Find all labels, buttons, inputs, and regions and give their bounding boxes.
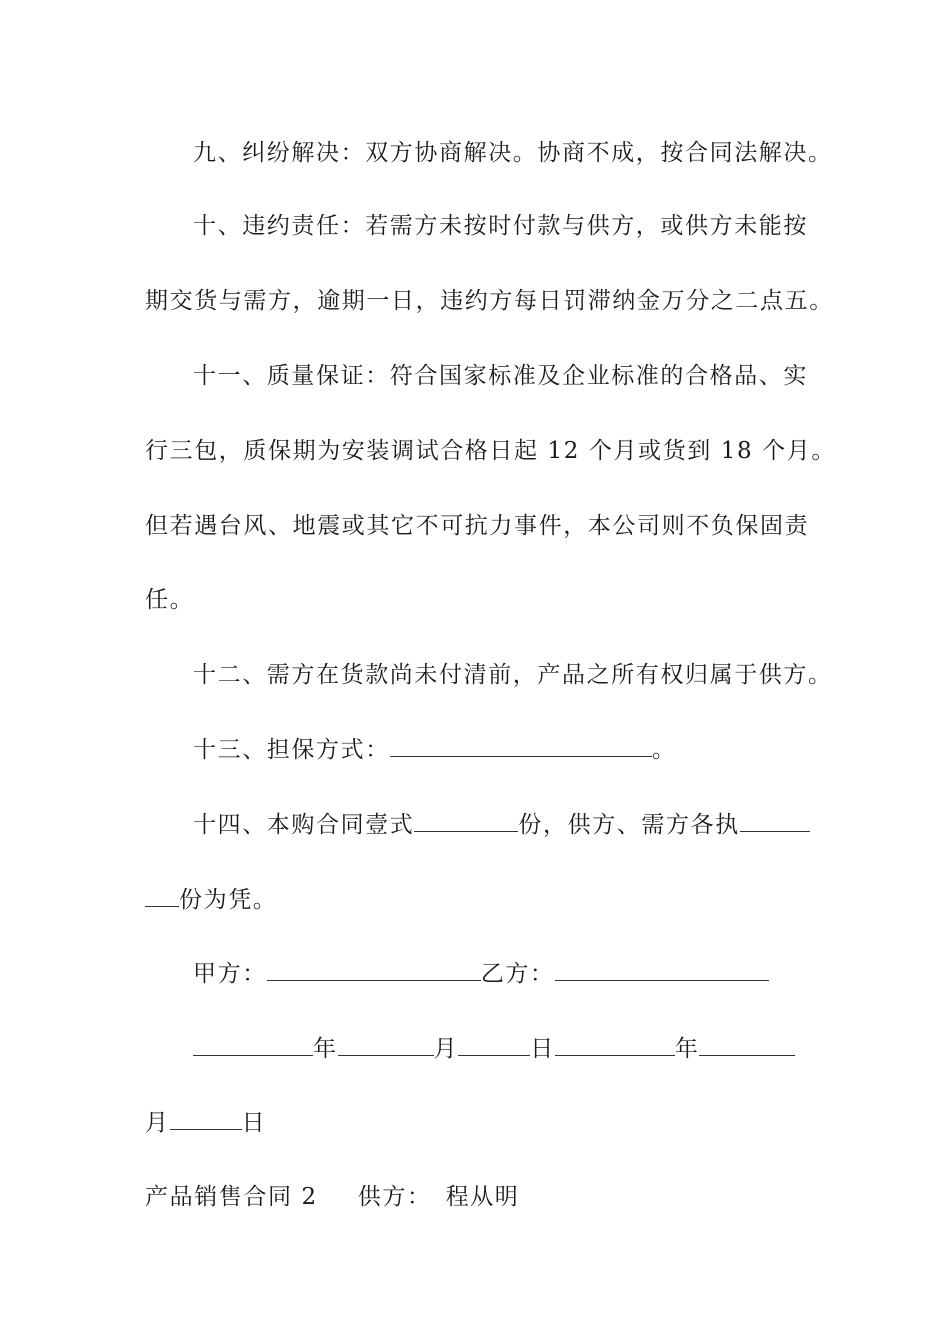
- party-a-blank: [267, 960, 481, 981]
- signature-parties: [193, 959, 769, 989]
- guarantee-blank: [390, 736, 652, 757]
- clause-12: 十二、需方在货款尚未付清前，产品之所有权归属于供方。: [193, 662, 833, 688]
- date-b-day-blank: [170, 1109, 242, 1130]
- date-a-month: 月: [433, 1036, 459, 1062]
- clause-13: [193, 735, 676, 765]
- clause-11-line-3: 但若遇台风、地震或其它不可抗力事件，本公司则不负保固责: [145, 513, 810, 539]
- date-b-year: 年: [674, 1036, 700, 1062]
- date-b-month-blank: [699, 1035, 795, 1056]
- clause-11-line-2: 行三包，质保期为安装调试合格日起 12 个月或货到 18 个月。: [145, 438, 836, 464]
- party-b-blank: [555, 960, 769, 981]
- date-b-year-blank: [555, 1035, 675, 1056]
- party-a-label: 甲方：: [193, 961, 267, 987]
- clause-11-line-1: 十一、质量保证：符合国家标准及企业标准的合格品、实: [193, 363, 808, 389]
- date-a-month-blank: [338, 1035, 434, 1056]
- guarantee-end: 。: [651, 737, 677, 763]
- guarantee-label: 十三、担保方式：: [193, 737, 390, 763]
- copies-text-3: 份为凭。: [179, 887, 278, 913]
- signature-dates-line-1: [193, 1034, 795, 1064]
- supplier-label: 供方：: [357, 1184, 432, 1210]
- clause-14-line-2: [145, 885, 277, 915]
- date-a-day-blank: [458, 1035, 530, 1056]
- clause-11-line-4: 任。: [145, 587, 195, 613]
- next-contract-header: [145, 1182, 519, 1212]
- copies-total-blank: [414, 811, 518, 832]
- copies-text-1: 十四、本购合同壹式: [193, 812, 415, 838]
- copies-text-2: 份，供方、需方各执: [518, 812, 740, 838]
- copies-each-blank: [740, 811, 810, 832]
- signature-dates-line-2: [145, 1108, 266, 1138]
- supplier-name: 程从明: [445, 1184, 520, 1210]
- date-a-year-blank: [193, 1035, 313, 1056]
- copies-each-blank-cont: [145, 886, 179, 907]
- contract-title: 产品销售合同 2: [145, 1184, 318, 1210]
- party-b-label: 乙方：: [480, 961, 555, 987]
- date-b-month: 月: [145, 1110, 170, 1136]
- clause-9: 九、纠纷解决：双方协商解决。协商不成，按合同法解决。: [193, 140, 833, 166]
- clause-14-line-1: [193, 810, 810, 840]
- clause-10-line-2: 期交货与需方，逾期一日，违约方每日罚滞纳金万分之二点五。: [145, 288, 834, 314]
- date-a-year: 年: [313, 1036, 338, 1062]
- date-b-day: 日: [241, 1110, 267, 1136]
- date-a-day: 日: [530, 1036, 555, 1062]
- clause-10-line-1: 十、违约责任：若需方未按时付款与供方，或供方未能按: [193, 213, 808, 239]
